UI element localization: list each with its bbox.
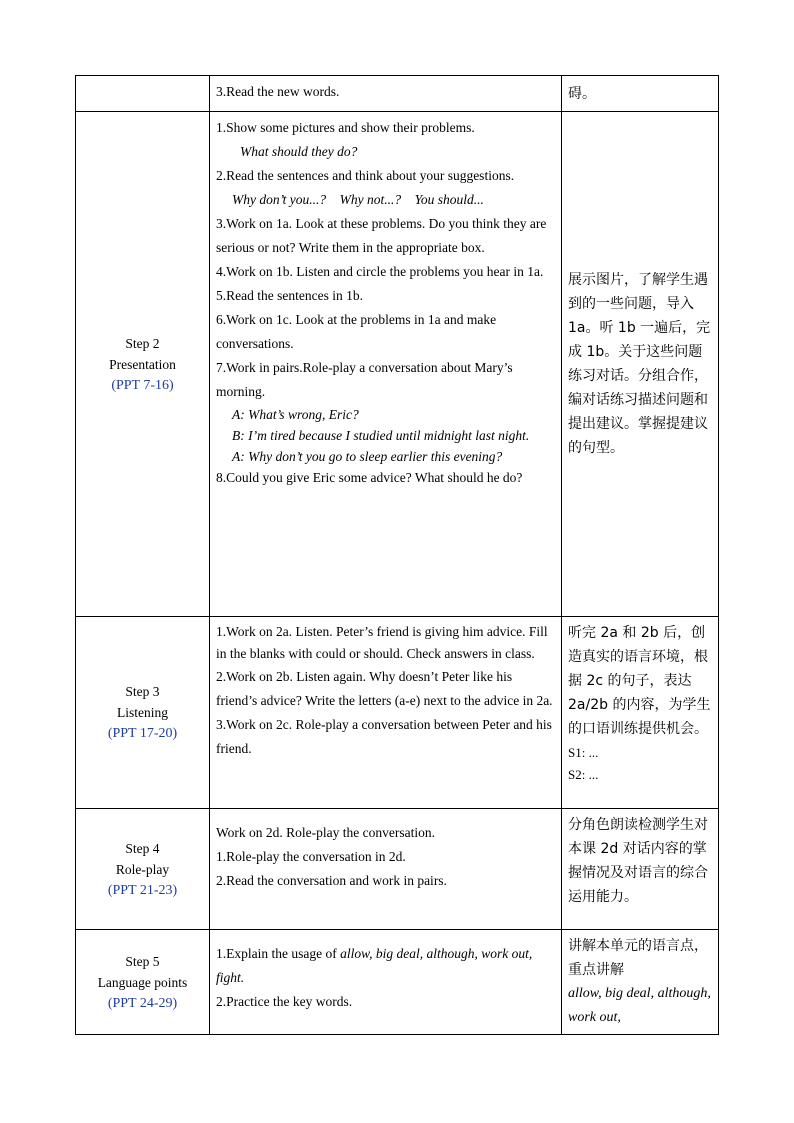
- step-cell: [76, 617, 210, 809]
- ppt-range: (PPT 24-29): [107, 995, 178, 1011]
- note-text: 分角色朗读检测学生对本课 2d 对话内容的掌握情况及对语言的综合运用能力。: [568, 817, 708, 905]
- activity-line: [216, 942, 555, 990]
- activity-cell: [210, 617, 562, 809]
- speaker-line: S2: ...: [568, 767, 599, 782]
- table-row: [76, 112, 719, 617]
- note-cell: [562, 112, 719, 617]
- activity-line: 3.Work on 1a. Look at these problems. Do you think they are serious or not? Write them in the appropriate box.: [216, 216, 547, 255]
- step-label: Step 4: [125, 840, 160, 856]
- example-line: A: Why don’t you go to sleep earlier this evening?: [232, 449, 503, 464]
- example-line: B: I’m tired because I studied until midnight last night.: [232, 428, 530, 443]
- ppt-range: (PPT 21-23): [107, 882, 178, 898]
- step-label: Step 2: [125, 335, 160, 351]
- step-name: Language points: [97, 974, 188, 990]
- key-words: allow, big deal, although, work out, fight.: [216, 946, 533, 985]
- note-text: 听完 2a 和 2b 后，创造真实的语言环境，根据 2c 的句子，表达 2a/2b 的内容，为学生的口语训练提供机会。: [568, 625, 711, 737]
- lesson-plan-table: [75, 75, 719, 1035]
- example-line: What should they do?: [240, 144, 358, 159]
- note-key-words: allow, big deal, although, work out,: [568, 986, 711, 1025]
- activity-line: 3.Read the new words.: [216, 84, 340, 99]
- activity-line: 2.Work on 2b. Listen again. Why doesn’t Peter like his friend’s advice? Write the letters (a-e) next to the advice in 2a.: [216, 669, 553, 708]
- activity-prefix: 1.Explain the usage of: [216, 946, 341, 961]
- note-cell: [562, 809, 719, 930]
- step-cell: [76, 930, 210, 1035]
- ppt-range: (PPT 17-20): [107, 726, 178, 741]
- table-row: [76, 930, 719, 1035]
- note-text: 讲解本单元的语言点，重点讲解: [568, 938, 708, 978]
- activity-line: 2.Read the conversation and work in pairs.: [216, 873, 447, 888]
- note-cell: [562, 617, 719, 809]
- ppt-range: (PPT 7-16): [111, 377, 174, 393]
- activity-line: 5.Read the sentences in 1b.: [216, 288, 363, 303]
- step-label: Step 3: [125, 684, 160, 699]
- activity-line: 4.Work on 1b. Listen and circle the problems you hear in 1a.: [216, 264, 544, 279]
- step-label: Step 5: [125, 953, 160, 969]
- table-row: [76, 617, 719, 809]
- activity-line: 2.Practice the key words.: [216, 994, 353, 1009]
- activity-cell: [210, 809, 562, 930]
- note-cell: [562, 76, 719, 112]
- activity-line: 2.Read the sentences and think about your suggestions.: [216, 168, 515, 183]
- note-text: 展示图片，了解学生遇到的一些问题，导入 1a。听 1b 一遍后，完成 1b。关于这些问题练习对话。分组合作，编对话练习描述问题和提出建议。掌握提建议的句型。: [568, 272, 711, 456]
- activity-line: 3.Work on 2c. Role-play a conversation between Peter and his friend.: [216, 717, 552, 756]
- step-cell: [76, 76, 210, 112]
- table-row: [76, 76, 719, 112]
- table-row: [76, 809, 719, 930]
- speaker-line: S1: ...: [568, 745, 599, 760]
- example-line: Why don’t you...? Why not...? You should...: [232, 192, 484, 207]
- step-cell: [76, 809, 210, 930]
- step-name: Presentation: [109, 356, 176, 372]
- activity-line: Work on 2d. Role-play the conversation.: [216, 825, 435, 840]
- step-name: Role-play: [115, 861, 170, 877]
- activity-line: 1.Role-play the conversation in 2d.: [216, 849, 406, 864]
- activity-cell: [210, 112, 562, 617]
- activity-cell: [210, 930, 562, 1035]
- step-cell: [76, 112, 210, 617]
- activity-line: 7.Work in pairs.Role-play a conversation about Mary’s morning.: [216, 360, 513, 399]
- activity-line: 1.Show some pictures and show their problems.: [216, 120, 475, 135]
- activity-line: 8.Could you give Eric some advice? What should he do?: [216, 470, 523, 485]
- example-line: A: What’s wrong, Eric?: [232, 407, 359, 422]
- note-text: 碍。: [568, 85, 596, 102]
- activity-cell: [210, 76, 562, 112]
- note-cell: [562, 930, 719, 1035]
- step-name: Listening: [117, 705, 168, 720]
- activity-line: 6.Work on 1c. Look at the problems in 1a and make conversations.: [216, 312, 497, 351]
- activity-line: 1.Work on 2a. Listen. Peter’s friend is giving him advice. Fill in the blanks with could or should. Check answers in class.: [216, 624, 548, 661]
